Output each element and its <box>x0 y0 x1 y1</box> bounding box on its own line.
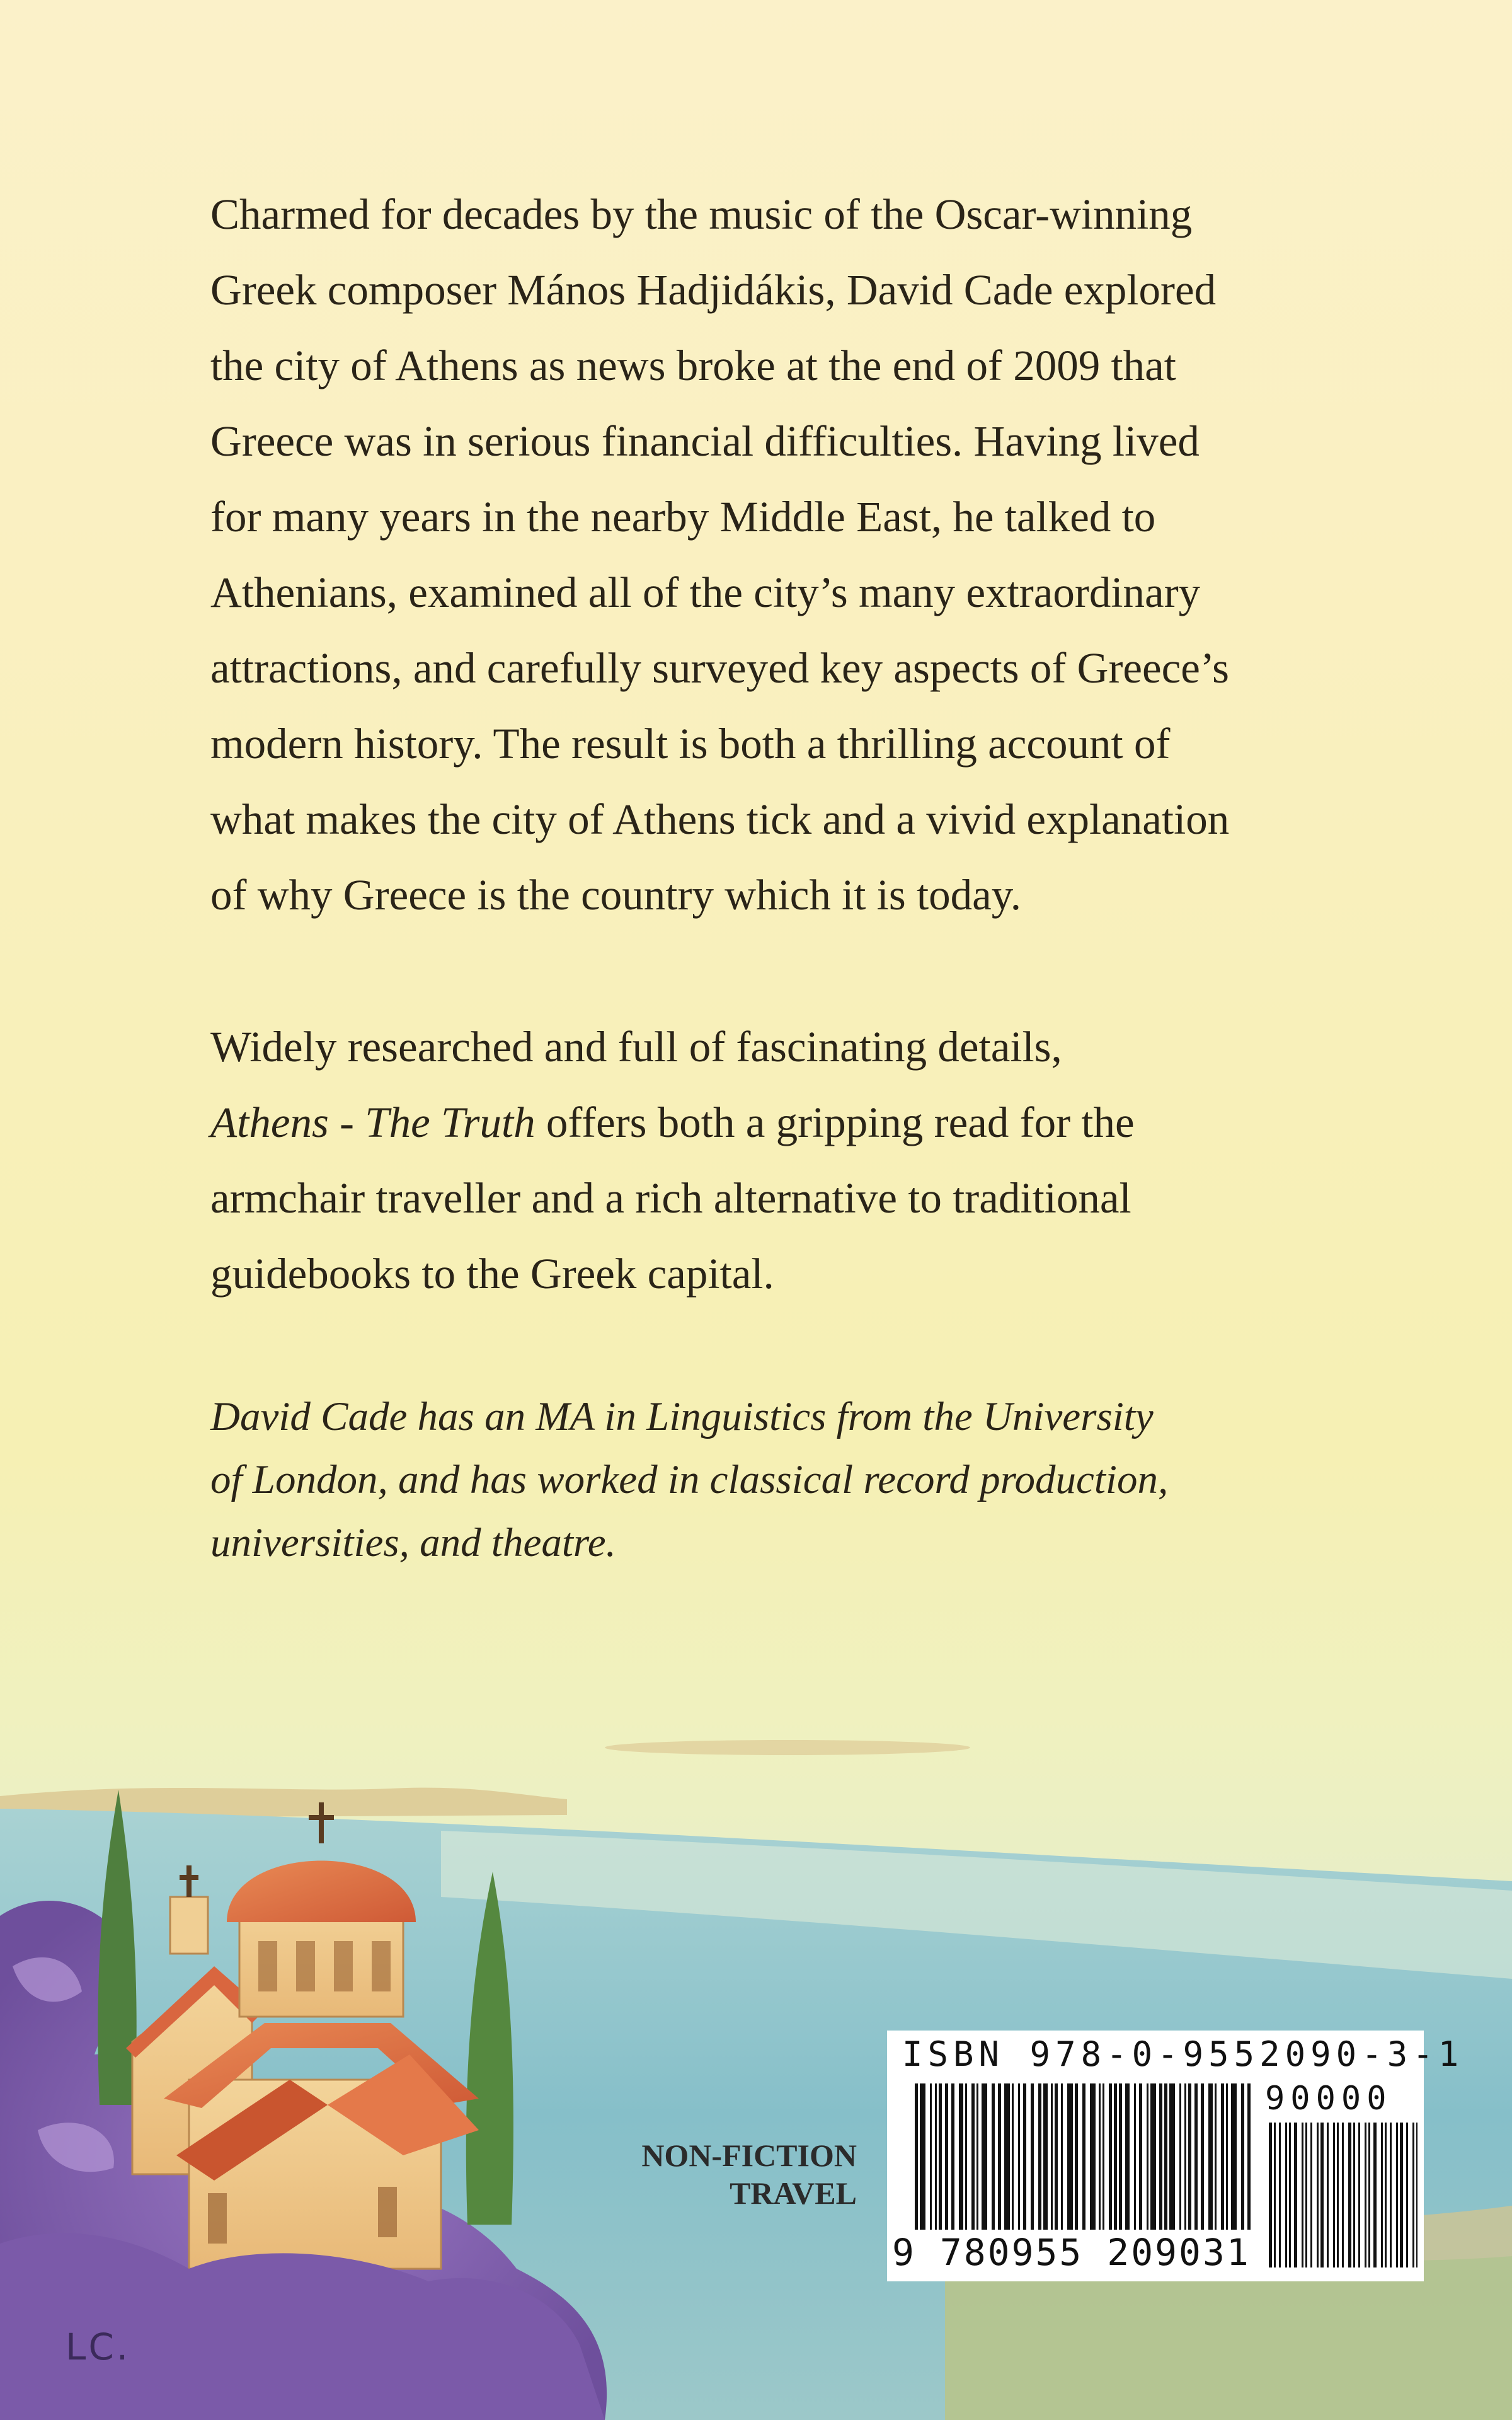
blurb-line: armchair traveller and a rich alternative to traditional <box>210 1174 1131 1222</box>
barcode-bar <box>965 2083 967 2230</box>
barcode-bar <box>1231 2083 1237 2230</box>
barcode-bar <box>1004 2083 1010 2230</box>
ean-digits: 9 780955 209031 <box>892 2231 1251 2274</box>
blurb-line: of why Greece is the country which it is today. <box>210 871 1022 919</box>
barcode-bar <box>1147 2083 1148 2230</box>
addon-bar <box>1327 2123 1329 2267</box>
barcode-bar <box>1179 2083 1181 2230</box>
addon-bar <box>1305 2123 1307 2267</box>
addon-bar <box>1353 2123 1355 2267</box>
addon-bar <box>1279 2123 1281 2267</box>
blurb-line: Athenians, examined all of the city’s many extraordinary <box>210 568 1201 616</box>
book-title: Athens - The Truth <box>210 1098 536 1146</box>
addon-bar <box>1320 2123 1324 2267</box>
genre-line-1: NON-FICTION <box>641 2138 857 2173</box>
barcode-bar <box>1102 2083 1104 2230</box>
barcode-bar <box>1201 2083 1204 2230</box>
barcode-bar <box>1241 2083 1244 2230</box>
barcode-bar <box>1043 2083 1048 2230</box>
barcode-bar <box>1075 2083 1078 2230</box>
barcode-bar <box>1012 2083 1014 2230</box>
barcode-bar <box>939 2083 942 2230</box>
addon-bar <box>1333 2123 1335 2267</box>
blurb-line: Greece was in serious financial difficulties. Having lived <box>210 417 1200 465</box>
barcode-bar <box>1109 2083 1112 2230</box>
bio-line: David Cade has an MA in Linguistics from the University <box>210 1394 1154 1439</box>
barcode-bar <box>971 2083 975 2230</box>
barcode-bar <box>1067 2083 1073 2230</box>
barcode-bar <box>1169 2083 1175 2230</box>
bell-tower <box>170 1897 208 1954</box>
barcode-bar <box>1208 2083 1213 2230</box>
barcode-bar <box>1164 2083 1167 2230</box>
blurb-line: attractions, and carefully surveyed key aspects of Greece’s <box>210 644 1229 692</box>
blurb-line: Widely researched and full of fascinating details, <box>210 1023 1062 1071</box>
illustrator-signature: LC. <box>66 2325 131 2368</box>
genre-label <box>567 2136 857 2212</box>
bio-line: universities, and theatre. <box>210 1520 616 1565</box>
barcode-bar <box>945 2083 948 2230</box>
barcode-bar <box>992 2083 995 2230</box>
blurb-line: offers both a gripping read for the <box>535 1098 1135 1146</box>
blurb-line: modern history. The result is both a thrilling account of <box>210 720 1171 768</box>
blurb-line: for many years in the nearby Middle East, he talked to <box>210 493 1156 541</box>
addon-bar <box>1285 2123 1287 2267</box>
barcode-bar <box>1099 2083 1101 2230</box>
barcode-bar <box>1018 2083 1020 2230</box>
barcode-bar <box>959 2083 963 2230</box>
barcode-bar <box>976 2083 978 2230</box>
barcode-bar <box>1150 2083 1156 2230</box>
isbn-barcode <box>887 2031 1464 2281</box>
barcode-bar <box>1051 2083 1053 2230</box>
barcode-bar <box>1038 2083 1041 2230</box>
addon-bar <box>1358 2123 1360 2267</box>
barcode-bar <box>1159 2083 1162 2230</box>
barcode-bar <box>915 2083 918 2230</box>
barcode-bar <box>982 2083 987 2230</box>
addon-bar <box>1294 2123 1297 2267</box>
barcode-bar <box>1125 2083 1130 2230</box>
addon-bar <box>1396 2123 1398 2267</box>
barcode-bar <box>1031 2083 1034 2230</box>
isbn-label: ISBN 978-0-9552090-3-1 <box>902 2034 1464 2074</box>
barcode-bar <box>1090 2083 1096 2230</box>
blurb-line: what makes the city of Athens tick and a vivid explanation <box>210 795 1230 843</box>
blurb-line: the city of Athens as news broke at the end of 2009 that <box>210 342 1176 389</box>
blurb-paragraph-2 <box>210 1009 1344 1311</box>
addon-bar <box>1348 2123 1351 2267</box>
barcode-bar <box>1055 2083 1058 2230</box>
barcode-bar <box>1082 2083 1085 2230</box>
barcode-bar <box>1114 2083 1117 2230</box>
addon-bar <box>1274 2123 1276 2267</box>
barcode-bar <box>1061 2083 1063 2230</box>
blurb-line: Charmed for decades by the music of the Oscar-winning <box>210 190 1193 238</box>
blurb-line: Greek composer Mános Hadjidákis, David Cade explored <box>210 266 1217 314</box>
addon-bar <box>1289 2123 1291 2267</box>
barcode-bar <box>1119 2083 1122 2230</box>
addon-bar <box>1269 2123 1272 2267</box>
addon-bar <box>1400 2123 1403 2267</box>
barcode-bar <box>1134 2083 1136 2230</box>
barcode-bar <box>1188 2083 1191 2230</box>
addon-bar <box>1381 2123 1383 2267</box>
distant-cloud <box>605 1740 970 1755</box>
addon-bar <box>1365 2123 1366 2267</box>
addon-bar <box>1373 2123 1377 2267</box>
barcode-bar <box>920 2083 925 2230</box>
addon-bar <box>1302 2123 1303 2267</box>
bio-line: of London, and has worked in classical record production, <box>210 1457 1169 1502</box>
barcode-bar <box>1226 2083 1228 2230</box>
barcode-bar <box>951 2083 954 2230</box>
barcode-bar <box>1215 2083 1217 2230</box>
barcode-bar <box>930 2083 932 2230</box>
blurb-paragraph-1 <box>210 176 1344 933</box>
barcode-bar <box>998 2083 1001 2230</box>
addon-price-code: 90000 <box>1265 2080 1392 2118</box>
barcode-bar <box>1247 2083 1251 2230</box>
addon-bar <box>1406 2123 1408 2267</box>
addon-bar <box>1416 2123 1418 2267</box>
addon-bar <box>1390 2123 1392 2267</box>
blurb-line: guidebooks to the Greek capital. <box>210 1250 774 1298</box>
barcode-bar <box>1184 2083 1186 2230</box>
addon-bar <box>1337 2123 1339 2267</box>
author-bio <box>210 1385 1407 1574</box>
addon-bar <box>1412 2123 1414 2267</box>
barcode-bar <box>1194 2083 1198 2230</box>
barcode-bar <box>1221 2083 1224 2230</box>
barcode-bar <box>1023 2083 1026 2230</box>
addon-bar <box>1385 2123 1387 2267</box>
addon-bar <box>1368 2123 1370 2267</box>
addon-bar <box>1310 2123 1312 2267</box>
barcode-bar <box>1139 2083 1142 2230</box>
addon-bar <box>1317 2123 1319 2267</box>
genre-line-2: TRAVEL <box>730 2175 857 2211</box>
addon-bar <box>1342 2123 1344 2267</box>
barcode-bar <box>935 2083 937 2230</box>
